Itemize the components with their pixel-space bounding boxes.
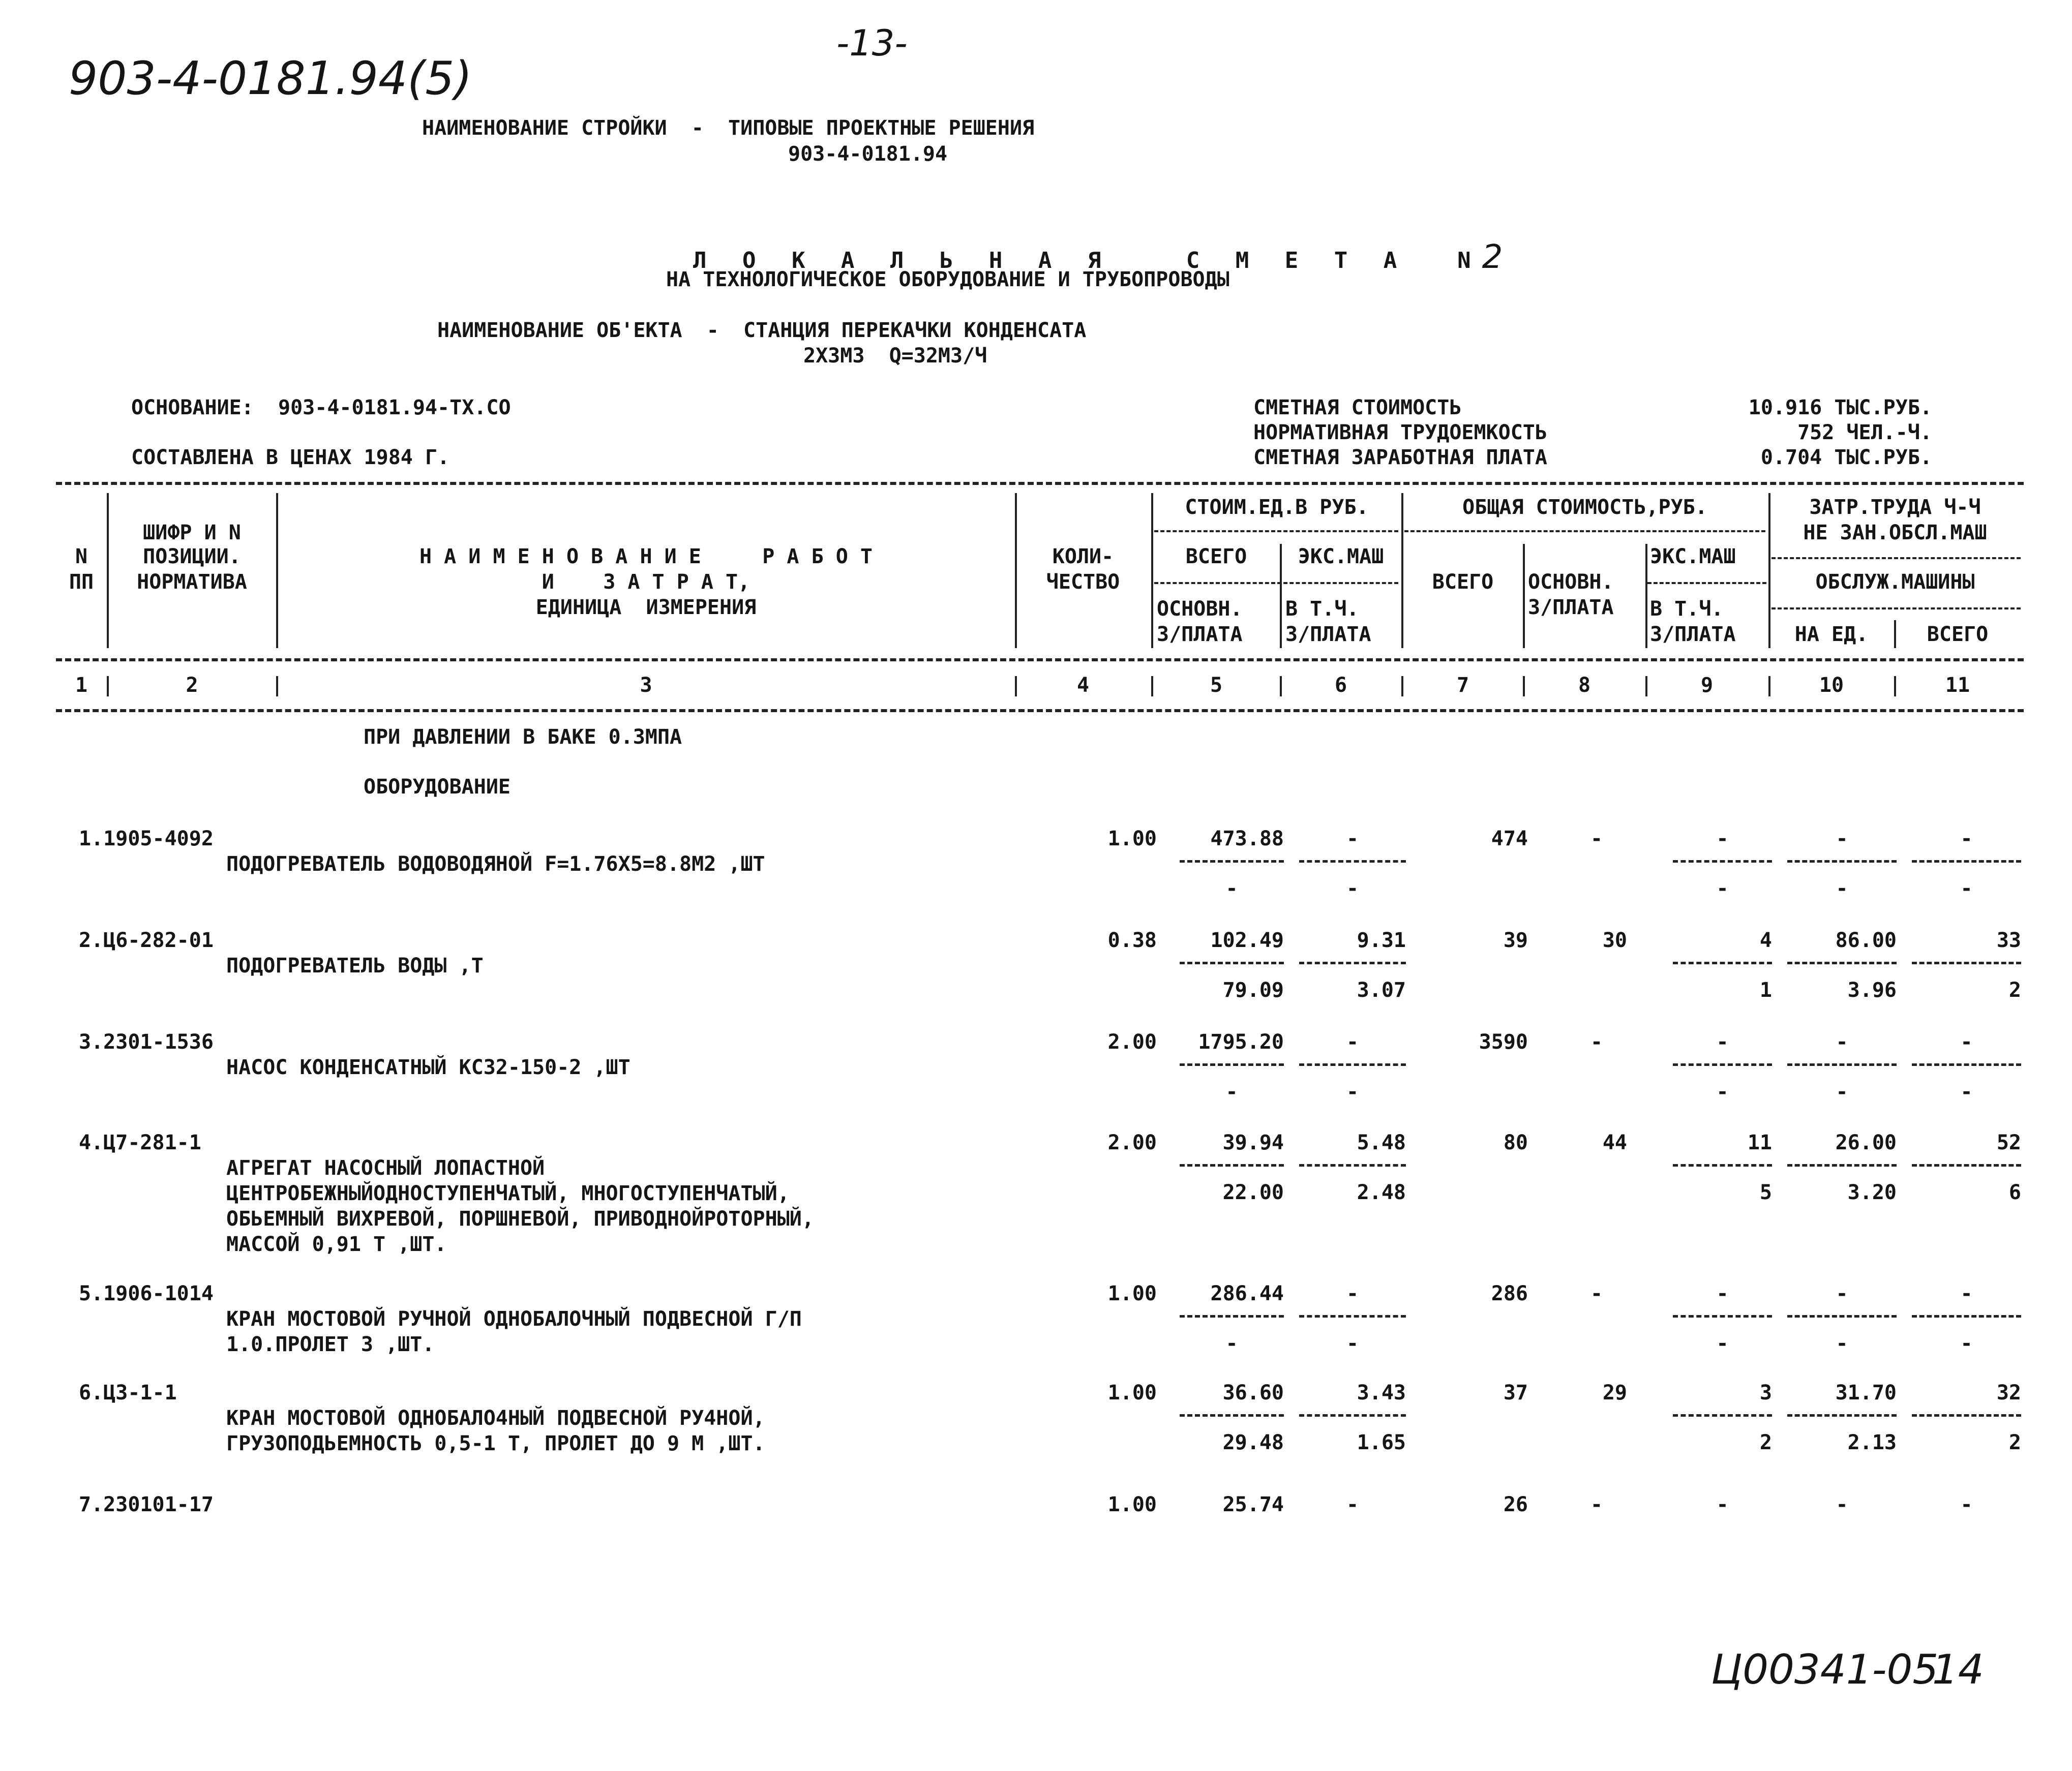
row-total-machine-wages: - (1716, 1080, 1729, 1104)
hdr-col6-b2: З/ПЛАТА (1285, 623, 1371, 646)
header-subline (1154, 582, 1398, 584)
row-unit-wages: - (1225, 1332, 1238, 1355)
row-unit-wages: 29.48 (1222, 1431, 1284, 1454)
col-number: 3 (640, 674, 652, 697)
row-name-line: ОБЬЕМНЫЙ ВИХРЕВОЙ, ПОРШНЕВОЙ, ПРИВОДНОЙРОТОРНЫЙ, (226, 1207, 814, 1231)
row-total: 39 (1503, 929, 1528, 952)
row-machine-labor-per-unit: 3.96 (1847, 979, 1897, 1002)
cost-label: СМЕТНАЯ СТОИМОСТЬ (1253, 396, 1462, 419)
hdr-col5-b2: З/ПЛАТА (1157, 623, 1243, 646)
estimate-title (666, 219, 1503, 276)
hdr-col1011-mid: ОБСЛУЖ.МАШИНЫ (1815, 570, 1975, 594)
row-machine-labor-per-unit: 3.20 (1847, 1181, 1897, 1204)
header-divider (1015, 493, 1017, 648)
row-total-machine-wages: - (1716, 1332, 1729, 1355)
row-unit-total: 102.49 (1210, 929, 1284, 952)
row-sub-divider (1180, 1063, 1284, 1066)
row-unit-machine-wages: 1.65 (1357, 1431, 1406, 1454)
header-subline (1647, 582, 1766, 584)
row-labor-per-unit: 31.70 (1835, 1381, 1897, 1404)
hdr-col5-b1: ОСНОВН. (1157, 597, 1243, 621)
estimate-number: 2 (1482, 238, 1503, 276)
header-subline (1771, 607, 2021, 609)
row-quantity: 1.00 (1107, 1282, 1157, 1305)
row-name-line: НАСОС КОНДЕНСАТНЫЙ КС32-150-2 ,ШТ (226, 1056, 630, 1079)
header-subline (1154, 530, 1398, 532)
header-divider (1645, 544, 1647, 648)
number-row-divider (276, 676, 278, 696)
row-unit-machine-wages: - (1346, 877, 1359, 900)
hdr-col9-b1: В Т.Ч. (1650, 597, 1724, 621)
row-labor-total: - (1960, 827, 1973, 850)
row-name-line: КРАН МОСТОВОЙ ОДНОБАЛО4НЫЙ ПОДВЕСНОЙ РУ4НОЙ, (226, 1407, 765, 1430)
hdr-col8-2: З/ПЛАТА (1528, 596, 1614, 619)
row-sub-divider (1673, 962, 1772, 964)
row-unit-machine-wages: 3.07 (1357, 979, 1406, 1002)
row-sub-divider (1787, 962, 1897, 964)
number-row-divider (1894, 676, 1896, 696)
row-quantity: 1.00 (1107, 1493, 1157, 1516)
estimate-subject: НА ТЕХНОЛОГИЧЕСКОЕ ОБОРУДОВАНИЕ И ТРУБОПРОВОДЫ (666, 268, 1229, 291)
number-row-divider (1151, 676, 1153, 696)
row-machine-labor-total: - (1960, 877, 1973, 900)
section-title: ПРИ ДАВЛЕНИИ В БАКЕ 0.3МПА (364, 725, 682, 749)
row-unit-total: 39.94 (1222, 1131, 1284, 1154)
row-code: 1.1905-4092 (79, 827, 214, 850)
hdr-col2-line3: НОРМАТИВА (137, 570, 247, 594)
number-row-divider (107, 676, 109, 696)
hdr-col1-line2: ПП (69, 570, 94, 594)
col-number: 2 (186, 674, 198, 697)
row-unit-wages: 79.09 (1222, 979, 1284, 1002)
page-number: -13- (836, 22, 908, 64)
row-machine-labor-per-unit: - (1836, 877, 1848, 900)
row-total-machines: 11 (1747, 1131, 1772, 1154)
row-unit-machines: - (1346, 827, 1359, 850)
row-code: 5.1906-1014 (79, 1282, 214, 1305)
row-sub-divider (1787, 1414, 1897, 1417)
row-code: 6.Ц3-1-1 (79, 1381, 177, 1404)
table-header-bottom-rule (56, 658, 2024, 661)
row-unit-machines: - (1346, 1493, 1359, 1516)
hdr-col4-line2: ЧЕСТВО (1046, 570, 1120, 594)
row-machine-labor-total: - (1960, 1080, 1973, 1104)
row-total-machines: - (1716, 1030, 1729, 1054)
col-number: 6 (1334, 674, 1347, 697)
row-sub-divider (1180, 1315, 1284, 1318)
row-labor-total: 33 (1996, 929, 2021, 952)
row-sub-divider (1180, 962, 1284, 964)
row-unit-machine-wages: - (1346, 1332, 1359, 1355)
hdr-col3-line1: Н А И М Е Н О В А Н И Е Р А Б О Т (419, 545, 873, 568)
labor-label: НОРМАТИВНАЯ ТРУДОЕМКОСТЬ (1253, 421, 1547, 444)
object-detail: 2Х3М3 Q=32М3/Ч (803, 344, 987, 368)
row-sub-divider (1180, 1414, 1284, 1417)
row-total-wages: 44 (1602, 1131, 1627, 1154)
sheet-number: 14 (1932, 1646, 1984, 1693)
row-total: 80 (1503, 1131, 1528, 1154)
row-machine-labor-per-unit: - (1836, 1080, 1848, 1104)
hdr-col3-line2: И З А Т Р А Т, (542, 570, 750, 594)
header-divider (1523, 544, 1525, 648)
row-labor-total: - (1960, 1493, 1973, 1516)
hdr-col3-line3: ЕДИНИЦА ИЗМЕРЕНИЯ (535, 596, 757, 619)
col-number: 7 (1456, 674, 1469, 697)
row-name-line: ЦЕНТРОБЕЖНЫЙОДНОСТУПЕНЧАТЫЙ, МНОГОСТУПЕНЧАТЫЙ, (226, 1182, 790, 1205)
row-labor-total: 32 (1996, 1381, 2021, 1404)
hdr-col7: ВСЕГО (1432, 570, 1494, 594)
row-unit-total: 1795.20 (1198, 1030, 1284, 1054)
row-sub-divider (1299, 1315, 1406, 1318)
row-unit-machines: 9.31 (1357, 929, 1406, 952)
row-quantity: 1.00 (1107, 827, 1157, 850)
number-row-divider (1523, 676, 1525, 696)
row-sub-divider (1673, 1164, 1772, 1167)
header-subline (1404, 530, 1765, 532)
row-sub-divider (1673, 860, 1772, 863)
row-total-machines: 3 (1759, 1381, 1772, 1404)
row-unit-machines: - (1346, 1030, 1359, 1054)
basis-line: ОСНОВАНИЕ: 903-4-0181.94-ТХ.СО (131, 396, 511, 419)
row-unit-total: 473.88 (1210, 827, 1284, 850)
row-machine-labor-total: 2 (2008, 1431, 2021, 1454)
row-machine-labor-total: - (1960, 1332, 1973, 1355)
number-row-divider (1280, 676, 1282, 696)
col-number: 8 (1578, 674, 1591, 697)
row-total: 474 (1491, 827, 1528, 850)
row-sub-divider (1299, 1164, 1406, 1167)
row-total-machines: - (1716, 1493, 1729, 1516)
row-labor-per-unit: - (1836, 1282, 1848, 1305)
hdr-col789-top: ОБЩАЯ СТОИМОСТЬ,РУБ. (1462, 496, 1707, 519)
row-total-machines: - (1716, 827, 1729, 850)
hdr-col11: ВСЕГО (1927, 623, 1989, 646)
row-sub-divider (1912, 860, 2021, 863)
row-total-machine-wages: 5 (1759, 1181, 1772, 1204)
row-sub-divider (1299, 1414, 1406, 1417)
cost-value: 10.916 ТЫС.РУБ. (1748, 396, 1932, 419)
hdr-col6-b1: В Т.Ч. (1285, 597, 1359, 621)
row-sub-divider (1787, 1315, 1897, 1318)
row-unit-total: 36.60 (1222, 1381, 1284, 1404)
row-sub-divider (1787, 1063, 1897, 1066)
row-machine-labor-per-unit: 2.13 (1847, 1431, 1897, 1454)
row-total-wages: - (1590, 1030, 1603, 1054)
row-total-machines: 4 (1759, 929, 1772, 952)
row-quantity: 0.38 (1107, 929, 1157, 952)
hdr-col9-a: ЭКС.МАШ (1650, 545, 1736, 568)
row-code: 7.230101-17 (79, 1493, 214, 1516)
row-sub-divider (1299, 962, 1406, 964)
row-machine-labor-total: 6 (2008, 1181, 2021, 1204)
hdr-col6-a: ЭКС.МАШ (1298, 545, 1384, 568)
row-sub-divider (1912, 1063, 2021, 1066)
row-labor-per-unit: - (1836, 1493, 1848, 1516)
col-number: 4 (1076, 674, 1090, 697)
col-number: 5 (1210, 674, 1223, 697)
row-sub-divider (1912, 962, 2021, 964)
row-total: 3590 (1479, 1030, 1528, 1054)
row-quantity: 2.00 (1107, 1131, 1157, 1154)
row-quantity: 1.00 (1107, 1381, 1157, 1404)
row-name-line: 1.0.ПРОЛЕТ 3 ,ШТ. (226, 1333, 435, 1356)
row-total-wages: - (1590, 1493, 1603, 1516)
handwritten-code: 903-4-0181.94(5) (69, 52, 472, 105)
row-labor-per-unit: - (1836, 827, 1848, 850)
row-sub-divider (1299, 1063, 1406, 1066)
hdr-col1-line1: N (75, 545, 88, 568)
row-code: 4.Ц7-281-1 (79, 1131, 201, 1154)
col-number: 11 (1945, 674, 1970, 697)
row-name-line: АГРЕГАТ НАСОСНЫЙ ЛОПАСТНОЙ (226, 1156, 545, 1180)
row-sub-divider (1673, 1063, 1772, 1066)
section-subtitle: ОБОРУДОВАНИЕ (364, 775, 511, 799)
row-total-machine-wages: 2 (1759, 1431, 1772, 1454)
hdr-col8-1: ОСНОВН. (1528, 570, 1614, 594)
row-quantity: 2.00 (1107, 1030, 1157, 1054)
row-total-machine-wages: - (1716, 877, 1729, 900)
row-unit-wages: 22.00 (1222, 1181, 1284, 1204)
wage-value: 0.704 ТЫС.РУБ. (1760, 446, 1932, 469)
row-labor-per-unit: - (1836, 1030, 1848, 1054)
hdr-col4-line1: КОЛИ- (1052, 545, 1114, 568)
row-name-line: ГРУЗОПОДЬЕМНОСТЬ 0,5-1 Т, ПРОЛЕТ ДО 9 М ,ШТ. (226, 1432, 765, 1455)
row-sub-divider (1787, 860, 1897, 863)
row-machine-labor-per-unit: - (1836, 1332, 1848, 1355)
row-labor-per-unit: 26.00 (1835, 1131, 1897, 1154)
row-labor-total: 52 (1996, 1131, 2021, 1154)
row-total: 286 (1491, 1282, 1528, 1305)
hdr-col10: НА ЕД. (1794, 623, 1869, 646)
row-unit-machines: - (1346, 1282, 1359, 1305)
row-labor-per-unit: 86.00 (1835, 929, 1897, 952)
construction-code: 903-4-0181.94 (788, 142, 948, 166)
row-name-line: КРАН МОСТОВОЙ РУЧНОЙ ОДНОБАЛОЧНЫЙ ПОДВЕСНОЙ Г/П (226, 1307, 802, 1331)
row-machine-labor-total: 2 (2008, 979, 2021, 1002)
hdr-col56-top: СТОИМ.ЕД.В РУБ. (1185, 496, 1369, 519)
hdr-col1011-top1: ЗАТР.ТРУДА Ч-Ч (1809, 496, 1981, 519)
row-total-machine-wages: 1 (1759, 979, 1772, 1002)
hdr-col2-line1: ШИФР И N (143, 521, 241, 544)
wage-label: СМЕТНАЯ ЗАРАБОТНАЯ ПЛАТА (1253, 446, 1547, 469)
row-code: 3.2301-1536 (79, 1030, 214, 1054)
number-row-divider (1401, 676, 1403, 696)
row-labor-total: - (1960, 1030, 1973, 1054)
object-label: НАИМЕНОВАНИЕ ОБ'ЕКТА - СТАНЦИЯ ПЕРЕКАЧКИ КОНДЕНСАТА (437, 319, 1087, 342)
row-total-wages: 29 (1602, 1381, 1627, 1404)
row-sub-divider (1180, 860, 1284, 863)
labor-value: 752 ЧЕЛ.-Ч. (1797, 421, 1932, 444)
header-divider (107, 493, 109, 648)
row-sub-divider (1673, 1315, 1772, 1318)
hdr-col9-b2: З/ПЛАТА (1650, 623, 1736, 646)
estimate-title-prefix: Л О К А Л Ь Н А Я С М Е Т А N (693, 248, 1482, 273)
construction-label: НАИМЕНОВАНИЕ СТРОЙКИ - ТИПОВЫЕ ПРОЕКТНЫЕ РЕШЕНИЯ (422, 116, 1035, 140)
number-row-divider (1768, 676, 1770, 696)
row-sub-divider (1787, 1164, 1897, 1167)
row-total-wages: 30 (1602, 929, 1627, 952)
row-sub-divider (1912, 1164, 2021, 1167)
row-unit-machines: 5.48 (1357, 1131, 1406, 1154)
hdr-col2-line2: ПОЗИЦИИ. (143, 545, 241, 568)
table-top-rule (56, 482, 2024, 485)
row-unit-machine-wages: 2.48 (1357, 1181, 1406, 1204)
row-total-wages: - (1590, 1282, 1603, 1305)
row-labor-total: - (1960, 1282, 1973, 1305)
row-unit-total: 25.74 (1222, 1493, 1284, 1516)
row-unit-total: 286.44 (1210, 1282, 1284, 1305)
row-sub-divider (1180, 1164, 1284, 1167)
stamp-code: Ц00341-05 (1711, 1646, 1939, 1693)
number-row-divider (1015, 676, 1017, 696)
row-sub-divider (1673, 1414, 1772, 1417)
row-sub-divider (1299, 860, 1406, 863)
col-number: 10 (1819, 674, 1844, 697)
row-unit-machines: 3.43 (1357, 1381, 1406, 1404)
hdr-col5-a: ВСЕГО (1185, 545, 1247, 568)
hdr-col1011-top2: НЕ ЗАН.ОБСЛ.МАШ (1803, 521, 1987, 544)
row-sub-divider (1912, 1315, 2021, 1318)
row-name-line: ПОДОГРЕВАТЕЛЬ ВОДОВОДЯНОЙ F=1.76X5=8.8М2 ,ШТ (226, 852, 765, 876)
row-unit-machine-wages: - (1346, 1080, 1359, 1104)
row-name-line: МАССОЙ 0,91 Т ,ШТ. (226, 1233, 447, 1256)
row-total: 26 (1503, 1493, 1528, 1516)
column-numbers-bottom-rule (56, 709, 2024, 712)
prices-line: СОСТАВЛЕНА В ЦЕНАХ 1984 Г. (131, 446, 450, 469)
row-name-line: ПОДОГРЕВАТЕЛЬ ВОДЫ ,Т (226, 954, 484, 978)
row-sub-divider (1912, 1414, 2021, 1417)
col-number: 1 (75, 674, 88, 697)
header-divider (276, 493, 278, 648)
header-subline (1771, 557, 2021, 559)
row-unit-wages: - (1225, 877, 1238, 900)
row-total-wages: - (1590, 827, 1603, 850)
col-number: 9 (1700, 674, 1714, 697)
row-total-machines: - (1716, 1282, 1729, 1305)
row-total: 37 (1503, 1381, 1528, 1404)
row-code: 2.Ц6-282-01 (79, 929, 214, 952)
number-row-divider (1645, 676, 1647, 696)
row-unit-wages: - (1225, 1080, 1238, 1104)
